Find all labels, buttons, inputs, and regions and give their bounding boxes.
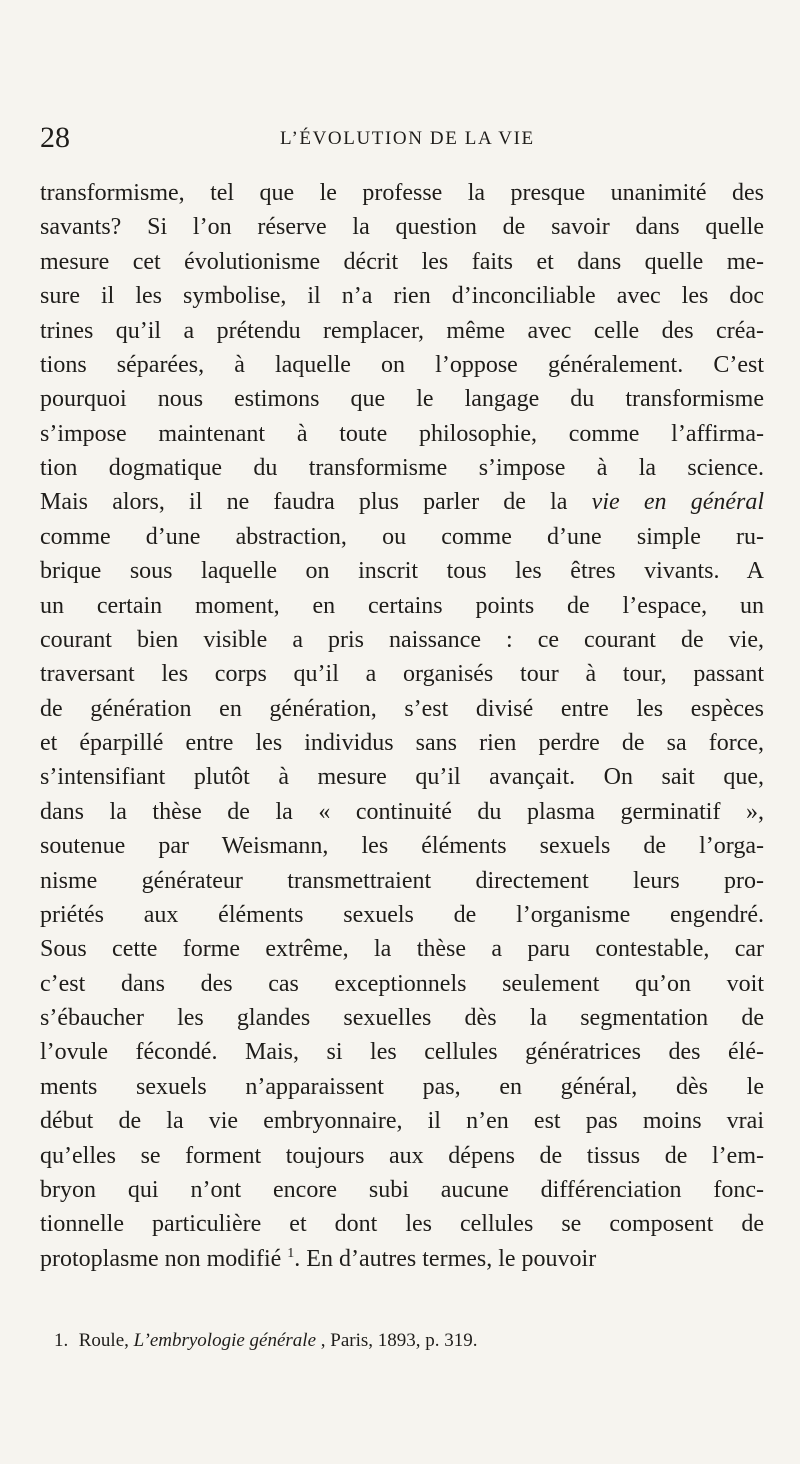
footnote	[40, 1327, 764, 1355]
text-line	[40, 485, 764, 519]
body-text	[40, 176, 764, 1276]
italic-phrase: vie en général	[591, 489, 765, 516]
text-line: traversant les corps qu’il a organisés tour à tour, passant	[40, 661, 764, 688]
text-line: comme d’une abstraction, ou comme d’une simple ru-	[40, 523, 764, 550]
text-line: s’ébaucher les glandes sexuelles dès la segmentation de	[40, 1005, 764, 1031]
text-line: priétés aux éléments sexuels de l’organisme engendré.	[40, 901, 764, 928]
text-line: début de la vie embryonnaire, il n’en est pas moins vrai	[40, 1108, 764, 1135]
text-line: dans la thèse de la « continuité du plasma germinatif »,	[40, 798, 764, 825]
text-line: pourquoi nous estimons que le langage du transformisme	[40, 386, 764, 413]
page-number: 28	[40, 121, 70, 154]
text-line: tionnelle particulière et dont les cellules se composent de	[40, 1211, 764, 1238]
footnote-work-title: L’embryologie générale	[133, 1330, 317, 1351]
text-segment: Mais alors, il ne faudra plus parler de la	[40, 489, 592, 516]
text-line: un certain moment, en certains points de l’espace, un	[40, 592, 764, 619]
text-line: savants? Si l’on réserve la question de savoir dans quelle	[40, 214, 764, 241]
text-line: qu’elles se forment toujours aux dépens de tissus de l’em-	[40, 1142, 764, 1169]
text-line: s’impose maintenant à toute philosophie, comme l’affirma-	[40, 420, 764, 447]
text-line: s’intensifiant plutôt à mesure qu’il avançait. On sait que,	[40, 764, 764, 791]
text-line	[40, 1242, 764, 1276]
running-title: L’ÉVOLUTION DE LA VIE	[280, 128, 535, 149]
footnote-reference: 1	[287, 1245, 295, 1261]
footnote-number: 1.	[54, 1330, 69, 1351]
text-line: soutenue par Weismann, les éléments sexuels de l’orga-	[40, 833, 764, 860]
text-line: nisme générateur transmettraient directement leurs pro-	[40, 867, 764, 894]
text-line: l’ovule fécondé. Mais, si les cellules génératrices des élé-	[40, 1039, 764, 1066]
footnote-author: Roule,	[78, 1330, 134, 1351]
text-line: transformisme, tel que le professe la presque unanimité des	[40, 180, 764, 206]
text-line: mesure cet évolutionisme décrit les faits et dans quelle me-	[40, 248, 764, 275]
text-line: tions séparées, à laquelle on l’oppose généralement. C’est	[40, 351, 764, 378]
text-line: de génération en génération, s’est divisé entre les espèces	[40, 695, 764, 722]
text-line: sure il les symbolise, il n’a rien d’inconciliable avec les doc	[40, 283, 764, 310]
page-header	[40, 118, 740, 158]
text-line: courant bien visible a pris naissance : ce courant de vie,	[40, 626, 764, 653]
text-line: ments sexuels n’apparaissent pas, en général, dès le	[40, 1073, 764, 1100]
text-line: Sous cette forme extrême, la thèse a paru contestable, car	[40, 936, 764, 963]
text-line: et éparpillé entre les individus sans rien perdre de sa force,	[40, 730, 764, 756]
text-segment: protoplasme non modifié	[40, 1245, 288, 1272]
text-line: c’est dans des cas exceptionnels seulement qu’on voit	[40, 970, 764, 997]
text-line: brique sous laquelle on inscrit tous les êtres vivants. A	[40, 558, 764, 585]
text-segment: . En d’autres termes, le pouvoir	[294, 1245, 597, 1272]
text-line: tion dogmatique du transformisme s’impose à la science.	[40, 455, 764, 481]
text-line: bryon qui n’ont encore subi aucune différenciation fonc-	[40, 1176, 764, 1203]
footnote-details: , Paris, 1893, p. 319.	[320, 1330, 478, 1351]
text-line: trines qu’il a prétendu remplacer, même avec celle des créa-	[40, 317, 764, 344]
